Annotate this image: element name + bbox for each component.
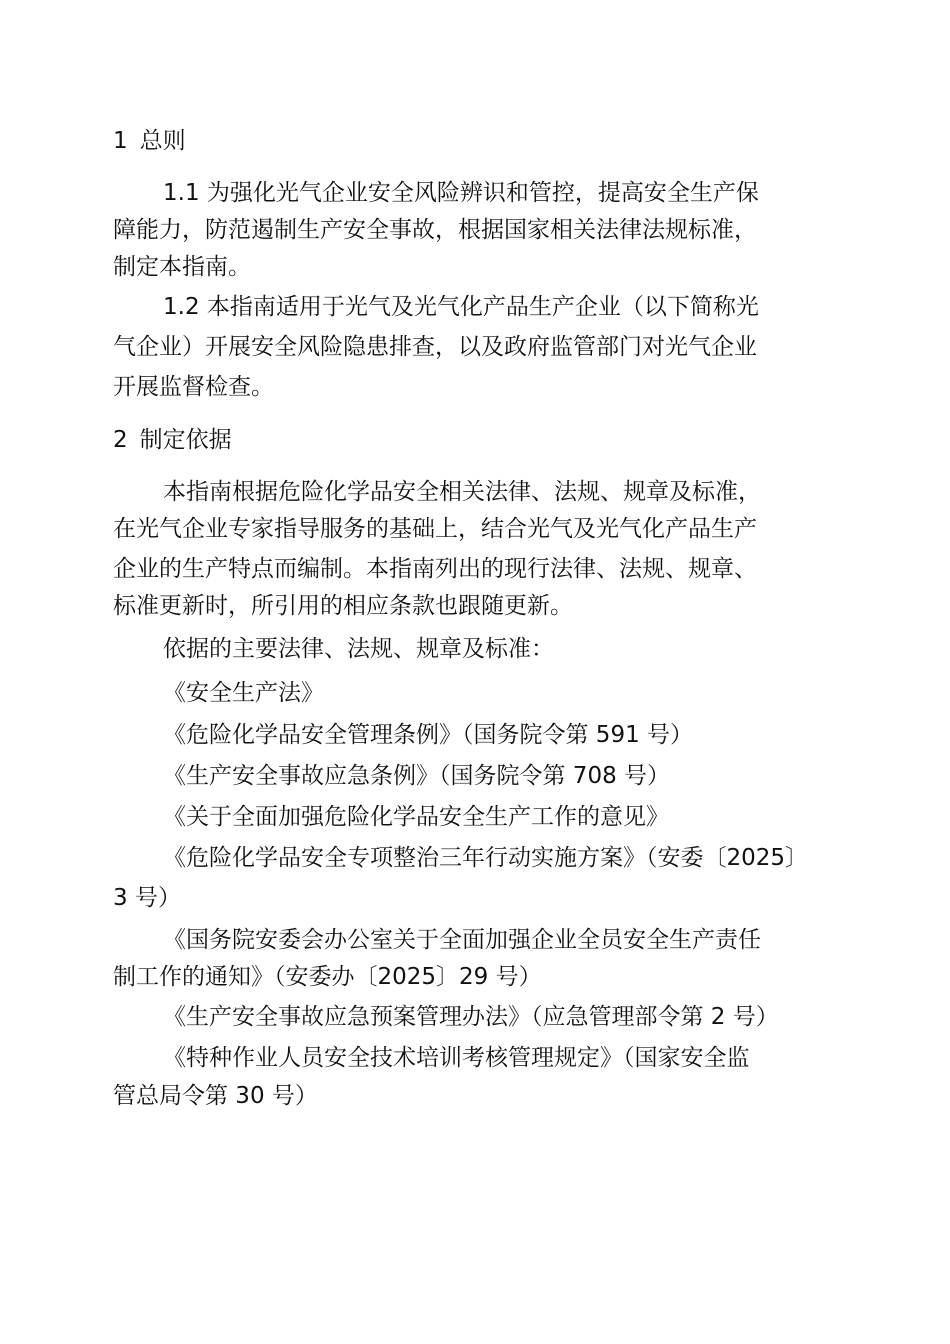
paragraph-1-1-line-3: 制定本指南。 (113, 254, 251, 280)
paragraph-1-2-line-1: 1.2 本指南适用于光气及光气化产品生产企业（以下简称光 (163, 294, 759, 320)
reference-4: 《关于全面加强危险化学品安全生产工作的意见》 (163, 804, 669, 830)
section-2-heading (113, 425, 232, 455)
section-1-heading (113, 126, 186, 156)
reference-8-line-1: 《特种作业人员安全技术培训考核管理规定》（国家安全监 (163, 1045, 750, 1071)
reference-3: 《生产安全事故应急条例》（国务院令第 708 号） (163, 763, 671, 789)
reference-6-line-2: 制工作的通知》（安委办〔2025〕29 号） (113, 964, 542, 990)
reference-6-line-1: 《国务院安委会办公室关于全面加强企业全员安全生产责任 (163, 927, 761, 953)
paragraph-2-line-4: 标准更新时，所引用的相应条款也跟随更新。 (113, 593, 573, 619)
reference-intro: 依据的主要法律、法规、规章及标准： (163, 636, 554, 662)
paragraph-2-line-2: 在光气企业专家指导服务的基础上，结合光气及光气化产品生产 (113, 516, 757, 542)
paragraph-1-2-line-2: 气企业）开展安全风险隐患排查，以及政府监管部门对光气企业 (113, 334, 757, 360)
paragraph-2-line-1: 本指南根据危险化学品安全相关法律、法规、规章及标准， (163, 479, 761, 505)
paragraph-1-1-line-1: 1.1 为强化光气企业安全风险辨识和管控，提高安全生产保 (163, 180, 759, 206)
paragraph-1-1-line-2: 障能力，防范遏制生产安全事故，根据国家相关法律法规标准， (113, 217, 757, 243)
paragraph-2-line-3: 企业的生产特点而编制。本指南列出的现行法律、法规、规章、 (113, 556, 757, 582)
reference-8-line-2: 管总局令第 30 号） (113, 1083, 318, 1109)
section-1-title: 总则 (139, 128, 186, 154)
section-2-number: 2 (113, 427, 128, 453)
reference-5-line-2: 3 号） (113, 885, 181, 911)
paragraph-1-2-line-3: 开展监督检查。 (113, 374, 274, 400)
reference-2: 《危险化学品安全管理条例》（国务院令第 591 号） (163, 722, 694, 748)
reference-1: 《安全生产法》 (163, 680, 324, 706)
reference-5-line-1: 《危险化学品安全专项整治三年行动实施方案》（安委〔2025〕 (163, 845, 809, 871)
reference-7: 《生产安全事故应急预案管理办法》（应急管理部令第 2 号） (163, 1004, 779, 1030)
section-1-number: 1 (113, 128, 128, 154)
section-2-title: 制定依据 (139, 427, 232, 453)
